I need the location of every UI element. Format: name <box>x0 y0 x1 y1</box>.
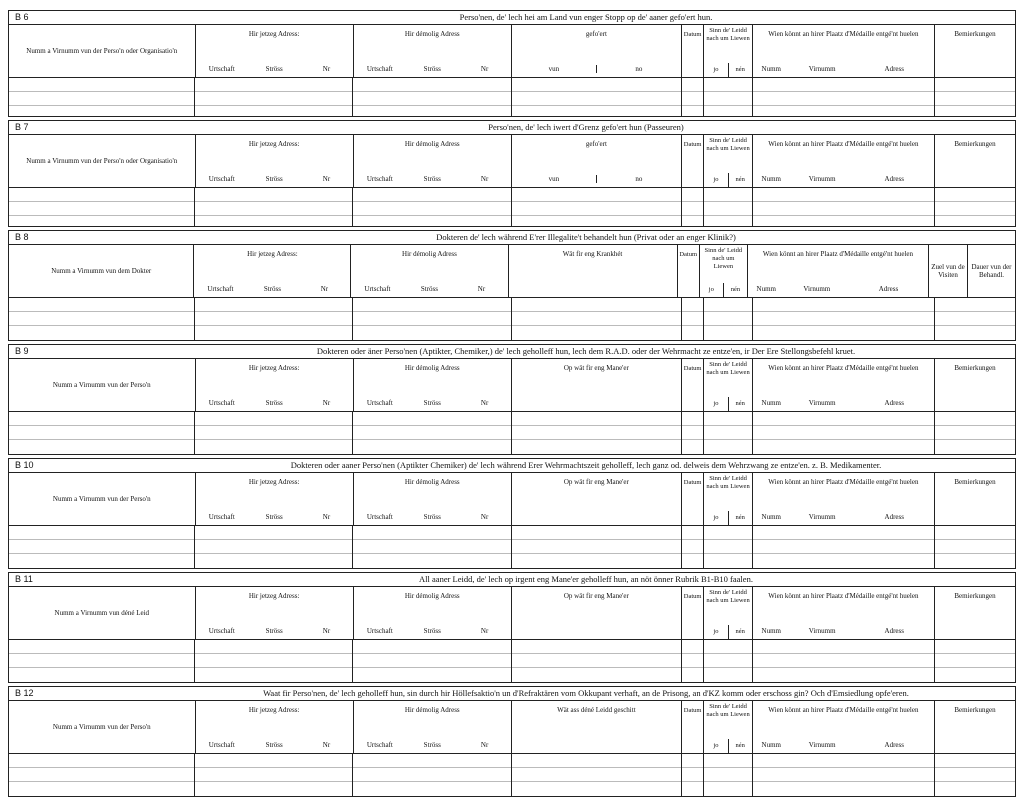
header-label: Sinn de' Leidd nach um Liewen <box>706 589 750 604</box>
section-heading: Dokteren oder aaner Perso'nen (Aptikter Chemiker) de' lech während Erer Wehrmachtszeit geholleff, lech ganz od. delweis dem Wehrzwang ze entze'en. z. B. Medikamenter. <box>290 460 882 470</box>
former-address-header <box>354 473 512 525</box>
header-label: Ströss <box>423 399 441 407</box>
header-label: Nr <box>322 399 331 407</box>
header-label: Ströss <box>423 513 441 521</box>
detail-column-header: Wät fir eng Krankhét <box>509 245 678 297</box>
detail-subheader: vun <box>512 175 597 183</box>
entry-cell[interactable] <box>935 298 1015 340</box>
section-code: B 10 <box>15 460 34 470</box>
entry-cell[interactable] <box>935 526 1015 568</box>
entry-cell[interactable] <box>704 526 752 568</box>
header-label: Numm <box>761 513 781 521</box>
header-label: jo <box>704 511 728 525</box>
former-address-header <box>351 245 508 297</box>
entry-cell[interactable] <box>9 298 195 340</box>
header-label: Datum <box>683 365 702 372</box>
name-column-header: Numm a Virnumm vun déné Leid <box>9 587 196 639</box>
section-code: B 9 <box>15 346 29 356</box>
header-label: Ströss <box>423 175 441 183</box>
header-label: Wien könnt an hirer Plaatz d'Médaille entgé'nt huelen <box>768 478 919 486</box>
header-label: Wien könnt an hirer Plaatz d'Médaille entgé'nt huelen <box>768 140 919 148</box>
header-row <box>9 359 1015 412</box>
entry-rows[interactable] <box>9 188 1015 226</box>
header-label: jo <box>704 739 728 753</box>
header-label: Ströss <box>265 399 283 407</box>
former-address-header <box>354 25 512 77</box>
section-title-row <box>9 345 1015 359</box>
entry-cell[interactable] <box>753 526 935 568</box>
entry-cell[interactable] <box>704 298 752 340</box>
visits-header: Zuel vun de Visiten <box>929 245 968 297</box>
header-label: Urtschaft <box>208 399 235 407</box>
name-column-header: Numm a Virnumm vun dem Dokter <box>9 245 194 297</box>
remarks-header: Bemierkungen <box>954 140 996 148</box>
entry-cell[interactable] <box>195 412 353 454</box>
section-heading: Waat fir Perso'nen, de' lech geholleff hun, sin durch hir Höllefsaktio'n un d'Refraktären vom Okkupant verhaft, an de Prisong, an d'KZ komm oder erschoss gin? Och d'Emsiedlung opfe'eren. <box>263 688 909 698</box>
header-label: Ströss <box>423 741 441 749</box>
entry-cell[interactable] <box>753 754 935 796</box>
entry-cell[interactable] <box>704 754 752 796</box>
header-label: Virnumm <box>808 399 836 407</box>
entry-cell[interactable] <box>9 526 195 568</box>
entry-cell[interactable] <box>935 640 1015 682</box>
header-label: Nr <box>322 175 331 183</box>
header-label: Urtschaft <box>366 65 393 73</box>
header-label: Numm <box>761 627 781 635</box>
entry-cell[interactable] <box>512 298 682 340</box>
header-label: Numm <box>761 175 781 183</box>
form-section <box>8 344 1016 455</box>
detail-subheader: no <box>635 175 643 183</box>
alive-header <box>704 473 752 525</box>
header-label: nén <box>730 286 741 293</box>
entry-cell[interactable] <box>9 78 195 116</box>
name-column-header: Numm a Virnumm vun der Perso'n oder Organisatio'n <box>9 25 196 77</box>
entry-cell[interactable] <box>682 298 704 340</box>
entry-rows[interactable] <box>9 754 1015 796</box>
header-label: Numm <box>756 285 776 293</box>
entry-cell[interactable] <box>195 298 353 340</box>
former-address-header <box>354 359 512 411</box>
entry-cell[interactable] <box>704 78 752 116</box>
date-header <box>682 135 704 187</box>
header-label: Numm <box>761 741 781 749</box>
header-label: Wien könnt an hirer Plaatz d'Médaille entgé'nt huelen <box>762 250 914 258</box>
header-label: Datum <box>679 251 698 258</box>
header-row <box>9 25 1015 78</box>
section-heading: Dokteren de' lech während E'rer Illegalite't behandelt hun (Privat oder an enger Klinik?) <box>436 232 736 242</box>
header-label: Nr <box>480 399 489 407</box>
form-sheet <box>8 10 1016 800</box>
remarks-header: Bemierkungen <box>954 478 996 486</box>
medal-recipient-header <box>753 701 935 753</box>
entry-cell[interactable] <box>353 526 511 568</box>
date-header <box>682 359 704 411</box>
header-label: Ströss <box>265 513 283 521</box>
detail-column-header: Op wät fir eng Mane'er <box>512 587 682 639</box>
section-heading: Perso'nen, de' lech iwert d'Grenz gefo'ert hun (Passeuren) <box>488 122 684 132</box>
header-label: Nr <box>480 741 489 749</box>
entry-cell[interactable] <box>9 188 195 226</box>
entry-cell[interactable] <box>682 78 704 116</box>
medal-recipient-header <box>753 359 935 411</box>
header-label: Hir jetzeg Adress: <box>248 706 300 714</box>
header-label: Hir démolig Adress <box>404 478 460 486</box>
form-section <box>8 458 1016 569</box>
section-heading: Perso'nen, de' lech hei am Land vun enger Stopp op de' aaner gefo'ert hun. <box>459 12 713 22</box>
header-label: Ströss <box>265 65 283 73</box>
remarks-header: Bemierkungen <box>954 30 996 38</box>
header-label: Adress <box>884 513 904 521</box>
entry-cell[interactable] <box>9 640 195 682</box>
header-label: Sinn de' Leidd nach um Liewen <box>706 703 750 718</box>
header-label: Hir jetzeg Adress: <box>247 250 298 258</box>
header-label: Nr <box>480 627 489 635</box>
header-label: Hir jetzeg Adress: <box>248 30 300 38</box>
entry-cell[interactable] <box>682 754 704 796</box>
entry-cell[interactable] <box>9 412 195 454</box>
header-label: Sinn de' Leidd nach um Liewen <box>706 475 750 490</box>
current-address-header <box>196 587 354 639</box>
header-label: Ströss <box>265 627 283 635</box>
header-label: jo <box>704 625 728 639</box>
header-label: Hir démolig Adress <box>404 706 460 714</box>
header-label: Wien könnt an hirer Plaatz d'Médaille entgé'nt huelen <box>768 30 919 38</box>
entry-cell[interactable] <box>9 754 195 796</box>
form-section <box>8 572 1016 683</box>
header-label: Numm <box>761 399 781 407</box>
header-label: jo <box>704 397 728 411</box>
header-label: Urtschaft <box>208 741 235 749</box>
header-label: jo <box>700 283 724 297</box>
header-label: Virnumm <box>808 65 836 73</box>
date-header <box>678 245 700 297</box>
header-label: Nr <box>480 175 489 183</box>
header-label: Urtschaft <box>366 175 393 183</box>
header-label: Ströss <box>265 741 283 749</box>
alive-header <box>700 245 748 297</box>
alive-header <box>704 701 752 753</box>
header-label: nén <box>735 628 745 635</box>
header-label: Adress <box>884 65 904 73</box>
entry-cell[interactable] <box>753 188 935 226</box>
name-column-header: Numm a Virnumm vun der Perso'n <box>9 701 196 753</box>
current-address-header <box>196 359 354 411</box>
detail-column-header: gefo'ert vun no <box>512 25 682 77</box>
header-label: Virnumm <box>808 513 836 521</box>
header-label: Sinn de' Leidd nach um Liewen <box>704 247 743 270</box>
header-label: Urtschaft <box>364 285 391 293</box>
current-address-header <box>196 25 354 77</box>
medal-recipient-header <box>753 135 935 187</box>
detail-column-header: Op wät fir eng Mane'er <box>512 359 682 411</box>
header-label: Nr <box>480 513 489 521</box>
entry-cell[interactable] <box>935 78 1015 116</box>
header-label: Datum <box>683 141 702 148</box>
header-label: Datum <box>683 31 702 38</box>
section-heading: All aaner Leidd, de' lech op irgent eng Mane'er geholleff hun, an nöt önner Rubrik B1-B10 faalen. <box>419 574 753 584</box>
section-code: B 7 <box>15 122 29 132</box>
header-label: Urtschaft <box>208 175 235 183</box>
current-address-header <box>194 245 351 297</box>
alive-header <box>704 25 752 77</box>
medal-recipient-header <box>753 587 935 639</box>
detail-column-header: Wät ass déné Leidd geschitt <box>512 701 682 753</box>
section-code: B 6 <box>15 12 29 22</box>
entry-cell[interactable] <box>195 526 353 568</box>
detail-subheader: no <box>635 65 643 73</box>
header-label: Nr <box>322 513 331 521</box>
header-label: Hir jetzeg Adress: <box>248 478 300 486</box>
entry-cell[interactable] <box>512 754 682 796</box>
header-label: Hir jetzeg Adress: <box>248 140 300 148</box>
header-label: jo <box>704 173 728 187</box>
section-title-row <box>9 231 1015 245</box>
medal-recipient-header <box>748 245 929 297</box>
header-row <box>9 473 1015 526</box>
header-row <box>9 245 1015 298</box>
entry-rows[interactable] <box>9 412 1015 454</box>
name-column-header: Numm a Virnumm vun der Perso'n <box>9 473 196 525</box>
header-label: Adress <box>884 399 904 407</box>
date-header <box>682 25 704 77</box>
entry-cell[interactable] <box>753 78 935 116</box>
section-title-row <box>9 573 1015 587</box>
name-column-header: Numm a Virnumm vun der Perso'n <box>9 359 196 411</box>
form-section <box>8 10 1016 117</box>
header-label: Adress <box>884 175 904 183</box>
entry-cell[interactable] <box>512 640 682 682</box>
form-section <box>8 686 1016 797</box>
header-label: Hir démolig Adress <box>404 592 460 600</box>
header-label: Wien könnt an hirer Plaatz d'Médaille entgé'nt huelen <box>768 364 919 372</box>
medal-recipient-header <box>753 25 935 77</box>
name-column-header: Numm a Virnumm vun der Perso'n oder Organisatio'n <box>9 135 196 187</box>
header-label: Hir démolig Adress <box>404 364 460 372</box>
entry-cell[interactable] <box>935 412 1015 454</box>
entry-cell[interactable] <box>512 412 682 454</box>
entry-cell[interactable] <box>512 78 682 116</box>
header-label: Wien könnt an hirer Plaatz d'Médaille entgé'nt huelen <box>768 592 919 600</box>
current-address-header <box>196 701 354 753</box>
header-label: Nr <box>480 65 489 73</box>
entry-cell[interactable] <box>512 526 682 568</box>
entry-cell[interactable] <box>753 412 935 454</box>
entry-cell[interactable] <box>935 754 1015 796</box>
header-label: Ströss <box>263 285 281 293</box>
header-label: Adress <box>884 741 904 749</box>
alive-header <box>704 587 752 639</box>
entry-cell[interactable] <box>682 640 704 682</box>
header-label: Urtschaft <box>207 285 234 293</box>
entry-rows[interactable] <box>9 298 1015 340</box>
header-label: nén <box>735 176 745 183</box>
header-label: nén <box>735 400 745 407</box>
current-address-header <box>196 135 354 187</box>
header-label: Urtschaft <box>366 399 393 407</box>
header-label: Datum <box>683 593 702 600</box>
header-label: Urtschaft <box>208 65 235 73</box>
entry-cell[interactable] <box>195 188 353 226</box>
header-label: Urtschaft <box>366 741 393 749</box>
header-label: Hir jetzeg Adress: <box>248 364 300 372</box>
entry-cell[interactable] <box>353 298 511 340</box>
section-heading: Dokteren oder äner Perso'nen (Aptikter, Chemiker,) de' lech geholleff hun, lech dem R.A.D. oder der Wehrmacht ze entze'en, ir Der Ere Stellongsbefehl kruet. <box>316 346 856 356</box>
header-row <box>9 135 1015 188</box>
header-label: Hir jetzeg Adress: <box>248 592 300 600</box>
section-title-row <box>9 459 1015 473</box>
section-title-row <box>9 11 1015 25</box>
entry-cell[interactable] <box>682 526 704 568</box>
header-label: Sinn de' Leidd nach um Liewen <box>706 361 750 376</box>
header-label: Hir démolig Adress <box>402 250 457 258</box>
date-header <box>682 473 704 525</box>
header-label: Ströss <box>423 627 441 635</box>
header-label: Adress <box>884 627 904 635</box>
header-label: Sinn de' Leidd nach um Liewen <box>706 27 750 42</box>
header-label: nén <box>735 66 745 73</box>
section-title-row <box>9 121 1015 135</box>
header-label: Ströss <box>423 65 441 73</box>
entry-cell[interactable] <box>704 412 752 454</box>
header-label: Datum <box>683 479 702 486</box>
entry-cell[interactable] <box>753 298 935 340</box>
date-header <box>682 587 704 639</box>
section-code: B 11 <box>15 574 33 584</box>
header-label: Nr <box>322 627 331 635</box>
entry-cell[interactable] <box>353 412 511 454</box>
section-title-row <box>9 687 1015 701</box>
header-label: Wien könnt an hirer Plaatz d'Médaille entgé'nt huelen <box>768 706 919 714</box>
entry-cell[interactable] <box>195 78 353 116</box>
header-label: Urtschaft <box>366 513 393 521</box>
header-row <box>9 587 1015 640</box>
entry-cell[interactable] <box>353 78 511 116</box>
remarks-header: Bemierkungen <box>954 706 996 714</box>
form-section <box>8 230 1016 341</box>
header-label: Ströss <box>420 285 439 293</box>
entry-cell[interactable] <box>704 640 752 682</box>
header-label: Urtschaft <box>208 513 235 521</box>
header-label: Virnumm <box>803 285 831 293</box>
current-address-header <box>196 473 354 525</box>
header-label: nén <box>735 742 745 749</box>
former-address-header <box>354 587 512 639</box>
header-label: nén <box>735 514 745 521</box>
entry-cell[interactable] <box>512 188 682 226</box>
date-header <box>682 701 704 753</box>
former-address-header <box>354 701 512 753</box>
header-label: Hir démolig Adress <box>404 140 460 148</box>
detail-column-header: gefo'ert vun no <box>512 135 682 187</box>
header-label: Urtschaft <box>366 627 393 635</box>
detail-subheader: vun <box>512 65 597 73</box>
header-label: Nr <box>320 285 329 293</box>
header-label: Nr <box>477 285 486 293</box>
header-label: Virnumm <box>808 175 836 183</box>
remarks-header: Bemierkungen <box>954 592 996 600</box>
entry-cell[interactable] <box>704 188 752 226</box>
header-label: Datum <box>683 707 702 714</box>
entry-cell[interactable] <box>682 188 704 226</box>
entry-cell[interactable] <box>935 188 1015 226</box>
section-code: B 8 <box>15 232 29 242</box>
remarks-header: Bemierkungen <box>954 364 996 372</box>
header-label: jo <box>704 63 728 77</box>
section-code: B 12 <box>15 688 34 698</box>
header-label: Ströss <box>265 175 283 183</box>
entry-rows[interactable] <box>9 640 1015 682</box>
detail-column-header: Op wät fir eng Mane'er <box>512 473 682 525</box>
entry-cell[interactable] <box>682 412 704 454</box>
header-label: Urtschaft <box>208 627 235 635</box>
header-label: Numm <box>761 65 781 73</box>
header-label: Hir démolig Adress <box>404 30 460 38</box>
entry-cell[interactable] <box>195 754 353 796</box>
entry-cell[interactable] <box>353 640 511 682</box>
duration-header: Dauer vun der Behandl. <box>971 263 1012 279</box>
header-label: Virnumm <box>808 741 836 749</box>
entry-cell[interactable] <box>753 640 935 682</box>
header-label: Virnumm <box>808 627 836 635</box>
header-label: Nr <box>322 741 331 749</box>
alive-header <box>704 359 752 411</box>
former-address-header <box>354 135 512 187</box>
entry-rows[interactable] <box>9 78 1015 116</box>
header-label: Sinn de' Leidd nach um Liewen <box>706 137 750 152</box>
header-label: Nr <box>322 65 331 73</box>
entry-cell[interactable] <box>195 640 353 682</box>
entry-rows[interactable] <box>9 526 1015 568</box>
form-section <box>8 120 1016 227</box>
alive-header <box>704 135 752 187</box>
medal-recipient-header <box>753 473 935 525</box>
entry-cell[interactable] <box>353 754 511 796</box>
remarks-header <box>929 245 1015 297</box>
entry-cell[interactable] <box>353 188 511 226</box>
header-label: Adress <box>878 285 899 293</box>
